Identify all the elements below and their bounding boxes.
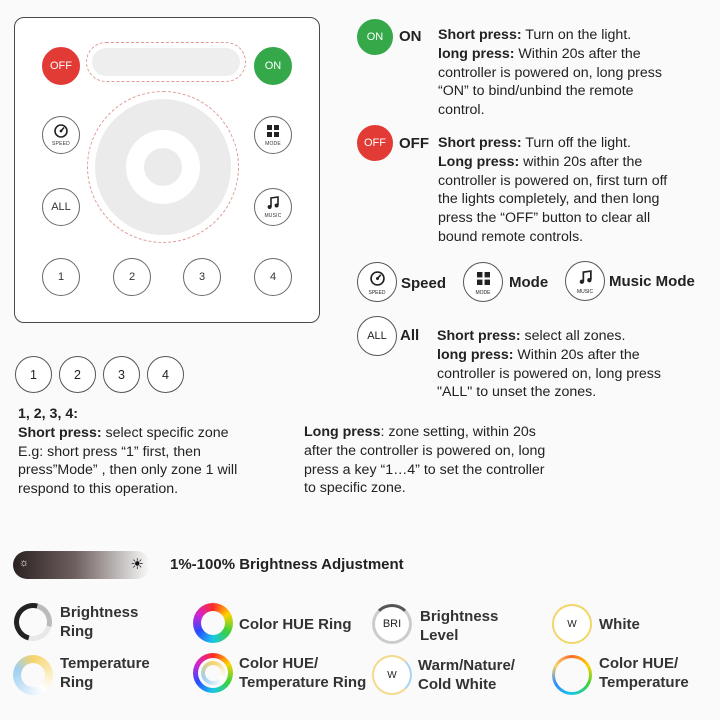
warm-nature-cold-icon-text: W [387, 669, 397, 681]
remote-zone-2-label: 2 [128, 271, 136, 283]
music-icon [267, 196, 279, 210]
zones-long-text-0: : zone setting, within 20s [380, 424, 536, 440]
all-title: All [400, 327, 420, 344]
zones-long-line-3: to specific zone. [304, 480, 406, 497]
brightness-ring-icon [7, 596, 59, 648]
on-long-line-1: controller is powered on, long press [438, 64, 662, 81]
off-badge-label: OFF [364, 137, 386, 149]
music-feature-icon [565, 261, 605, 301]
zones-line-0: E.g: short press “1” first, then [18, 443, 201, 460]
legend-0-line-0: Brightness [60, 604, 139, 621]
on-short-text: Turn on the light. [521, 27, 632, 43]
legend-5-line-0: Color HUE/ [239, 655, 319, 672]
all-long-line-0 [437, 346, 719, 365]
off-title: OFF [399, 135, 429, 152]
off-short-line [438, 134, 720, 153]
off-long-line-1: controller is powered on, first turn off [438, 172, 668, 189]
music-feature-icon-label: MUSIC [576, 289, 594, 295]
off-long-line-3: press the “OFF” button to clear all [438, 210, 651, 227]
zone-4-icon [147, 356, 184, 393]
off-long-line-4: bound remote controls. [438, 228, 584, 245]
legend-color-hue-ring [239, 615, 352, 634]
white-icon-text: W [567, 618, 577, 630]
mode-icon [477, 272, 490, 285]
zones-short-text: select specific zone [101, 424, 229, 441]
remote-control-panel [14, 17, 320, 323]
temperature-ring-hole [21, 663, 45, 687]
zone-1-icon [15, 356, 52, 393]
all-description [437, 327, 719, 402]
remote-zone-4-button[interactable] [254, 258, 292, 296]
brightness-bar-title: 1%-100% Brightness Adjustment [170, 556, 404, 573]
legend-7-line-0: Color HUE/ [599, 655, 679, 672]
on-long-head: long press: [438, 45, 515, 62]
sun-bright-icon: ☀ [130, 556, 144, 573]
on-long-text-0: Within 20s after the [514, 45, 641, 62]
zones-long-description [304, 423, 604, 498]
off-long-text-0: within 20s after the [519, 153, 643, 170]
legend-5-line-1: Temperature Ring [239, 674, 367, 691]
zone-3-icon [103, 356, 140, 393]
speed-feature-label: Speed [401, 275, 447, 292]
legend-4-line-0: Temperature [60, 655, 150, 672]
remote-zone-1-button[interactable] [42, 258, 80, 296]
legend-warm-nature-cold [418, 656, 515, 694]
on-short-head: Short press: [438, 27, 522, 43]
zones-long-line-2: press a key “1…4” to set the controller [304, 461, 545, 478]
legend-2-line-0: Brightness [420, 608, 499, 625]
zones-short-line [18, 424, 298, 443]
remote-zone-2-button[interactable] [113, 258, 151, 296]
mode-sub-label: MODE [265, 141, 281, 147]
remote-zone-3-label: 3 [198, 271, 206, 283]
remote-on-label: ON [264, 60, 282, 72]
zone-3-label: 3 [118, 367, 125, 382]
on-badge-label: ON [366, 31, 384, 43]
all-badge-label: ALL [367, 330, 387, 342]
all-long-line-2: "ALL" to unset the zones. [437, 384, 597, 401]
zones-long-line-0 [304, 423, 604, 442]
zones-line-1: press”Mode” , then only zone 1 will [18, 462, 238, 479]
legend-2-line-1: Level [420, 627, 459, 644]
remote-zone-4-label: 4 [269, 271, 277, 283]
remote-off-label: OFF [50, 60, 72, 72]
on-badge-icon [357, 19, 393, 55]
legend-temperature-ring [60, 654, 150, 692]
on-title: ON [399, 28, 422, 45]
zone-2-label: 2 [74, 367, 81, 382]
legend-1-line-0: Color HUE Ring [239, 616, 352, 633]
music-icon [579, 270, 592, 285]
legend-4-line-1: Ring [60, 674, 94, 691]
mode-feature-label: Mode [509, 274, 549, 291]
all-long-head: long press: [437, 346, 514, 363]
zones-short-description [18, 405, 298, 499]
off-short-head: Short press: [438, 135, 522, 151]
speed-sub-label: SPEED [52, 141, 70, 147]
legend-3-line-0: White [599, 616, 640, 633]
off-long-head: Long press: [438, 153, 520, 170]
on-short-line [438, 26, 718, 45]
all-short-text: select all zones. [520, 328, 626, 344]
legend-6-line-1: Cold White [418, 676, 497, 693]
remote-zone-1-label: 1 [57, 271, 65, 283]
all-short-line [437, 327, 719, 346]
all-badge-icon [357, 316, 397, 356]
mode-feature-icon-label: MODE [475, 290, 491, 296]
color-hue-temperature-hole [555, 658, 589, 692]
white-icon [552, 604, 592, 644]
warm-nature-cold-icon [372, 655, 412, 695]
remote-music-button[interactable] [254, 188, 292, 226]
color-wheel-hole [144, 148, 182, 186]
legend-color-hue-temperature-ring [239, 654, 366, 692]
all-long-text-0: Within 20s after the [513, 346, 640, 363]
zone-2-icon [59, 356, 96, 393]
music-feature-label: Music Mode [609, 273, 695, 290]
speed-feature-icon-label: SPEED [368, 290, 386, 296]
on-long-line-2: “ON” to bind/unbind the remote [438, 83, 634, 100]
brightness-gradient-bar [13, 551, 150, 579]
off-description [438, 134, 720, 247]
remote-mode-button[interactable] [254, 116, 292, 154]
legend-brightness-ring [60, 603, 138, 641]
mode-icon [267, 125, 279, 137]
zone-1-label: 1 [30, 367, 37, 382]
legend-7-line-1: Temperature [599, 674, 689, 691]
on-long-line-0 [438, 45, 718, 64]
zones-long-line-1: after the controller is powered on, long [304, 442, 546, 459]
speed-icon [370, 271, 385, 286]
remote-all-label: ALL [51, 201, 71, 213]
on-description [438, 26, 718, 120]
zones-long-head: Long press [304, 424, 381, 440]
brightness-level-icon [372, 604, 412, 644]
remote-all-button[interactable] [42, 188, 80, 226]
legend-white [599, 615, 640, 634]
zones-title: 1, 2, 3, 4: [18, 406, 78, 422]
zone-4-label: 4 [162, 367, 169, 382]
legend-brightness-level [420, 607, 498, 645]
color-hue-temperature-icon [552, 655, 592, 695]
color-hue-ring-hole [201, 611, 225, 635]
remote-zone-3-button[interactable] [183, 258, 221, 296]
remote-off-button[interactable] [42, 47, 80, 85]
zones-short-head: Short press: [18, 424, 102, 441]
mode-feature-icon [463, 262, 503, 302]
speed-icon [54, 124, 68, 138]
sun-dim-icon: ☼ [19, 557, 30, 569]
off-short-text: Turn off the light. [521, 135, 631, 151]
color-hue-temperature-ring-icon [193, 653, 233, 693]
off-long-line-2: the lights completely, and then long [438, 191, 660, 208]
temperature-ring-icon [13, 655, 53, 695]
brightness-slider-track [92, 48, 240, 76]
zones-line-2: respond to this operation. [18, 481, 179, 498]
off-badge-icon [357, 125, 393, 161]
legend-6-line-0: Warm/Nature/ [418, 657, 515, 674]
remote-on-button[interactable] [254, 47, 292, 85]
remote-speed-button[interactable] [42, 116, 80, 154]
legend-0-line-1: Ring [60, 623, 94, 640]
brightness-level-icon-text: BRI [382, 618, 402, 630]
on-long-line-3: control. [438, 102, 485, 119]
legend-color-hue-temperature [599, 654, 689, 692]
all-long-line-1: controller is powered on, long press [437, 365, 661, 382]
color-hue-ring-icon [193, 603, 233, 643]
all-short-head: Short press: [437, 328, 521, 344]
speed-feature-icon [357, 262, 397, 302]
music-sub-label: MUSIC [264, 213, 282, 219]
off-long-line-0 [438, 153, 720, 172]
hue-temp-ring-hole [205, 665, 221, 681]
